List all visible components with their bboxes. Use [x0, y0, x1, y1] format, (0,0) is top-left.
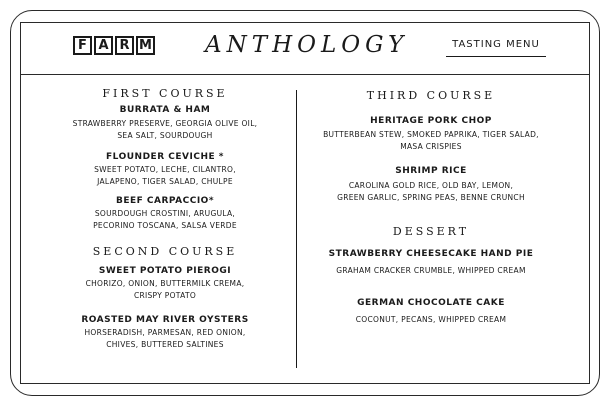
dish-ceviche: FLOUNDER CEVICHE *: [106, 152, 224, 162]
dish-chocolate-cake: GERMAN CHOCOLATE CAKE: [357, 298, 505, 308]
dish-carpaccio-desc: PECORINO TOSCANA, SALSA VERDE: [93, 221, 237, 230]
first-course-heading: FIRST COURSE: [102, 87, 228, 100]
dish-carpaccio-desc: SOURDOUGH CROSTINI, ARUGULA,: [94, 209, 236, 218]
dish-pork-chop-desc: MASA CRISPIES: [400, 142, 462, 151]
dish-shrimp-rice-desc: GREEN GARLIC, SPRING PEAS, BENNE CRUNCH: [337, 193, 525, 202]
dish-cheesecake-desc: GRAHAM CRACKER CRUMBLE, WHIPPED CREAM: [336, 266, 526, 275]
dish-pierogi-desc: CRISPY POTATO: [133, 291, 197, 300]
logo-letter: R: [115, 36, 134, 55]
column-divider: [296, 90, 297, 368]
dessert-heading: DESSERT: [392, 225, 470, 238]
dish-shrimp-rice: SHRIMP RICE: [395, 166, 467, 176]
dish-pork-chop-desc: BUTTERBEAN STEW, SMOKED PAPRIKA, TIGER SALAD,: [323, 130, 539, 139]
logo-letter: F: [73, 36, 92, 55]
farm-logo: [73, 36, 155, 55]
dish-oysters-desc: CHIVES, BUTTERED SALTINES: [106, 340, 224, 349]
dish-ceviche-desc: SWEET POTATO, LECHE, CILANTRO,: [94, 165, 236, 174]
dish-chocolate-cake-desc: COCONUT, PECANS, WHIPPED CREAM: [355, 315, 507, 324]
logo-letter: M: [136, 36, 155, 55]
dish-burrata-desc: STRAWBERRY PRESERVE, GEORGIA OLIVE OIL,: [72, 119, 258, 128]
dish-cheesecake: STRAWBERRY CHEESECAKE HAND PIE: [328, 249, 534, 259]
third-course-heading: THIRD COURSE: [366, 89, 496, 102]
dish-pork-chop: HERITAGE PORK CHOP: [370, 116, 492, 126]
header-divider: [20, 74, 590, 75]
dish-carpaccio: BEEF CARPACCIO*: [115, 196, 215, 206]
tasting-menu-underline: [446, 56, 546, 57]
dish-pierogi: SWEET POTATO PIEROGI: [98, 266, 232, 276]
second-course-heading: SECOND COURSE: [92, 245, 238, 258]
brand-title: ANTHOLOGY: [205, 32, 409, 58]
dish-oysters-desc: HORSERADISH, PARMESAN, RED ONION,: [84, 328, 246, 337]
dish-ceviche-desc: JALAPENO, TIGER SALAD, CHULPE: [97, 177, 233, 186]
dish-pierogi-desc: CHORIZO, ONION, BUTTERMILK CREMA,: [85, 279, 245, 288]
dish-shrimp-rice-desc: CAROLINA GOLD RICE, OLD BAY, LEMON,: [348, 181, 514, 190]
tasting-menu-label: TASTING MENU: [452, 39, 540, 50]
dish-burrata: BURRATA & HAM: [119, 105, 211, 115]
dish-oysters: ROASTED MAY RIVER OYSTERS: [81, 315, 249, 325]
logo-letter: A: [94, 36, 113, 55]
dish-burrata-desc: SEA SALT, SOURDOUGH: [117, 131, 213, 140]
